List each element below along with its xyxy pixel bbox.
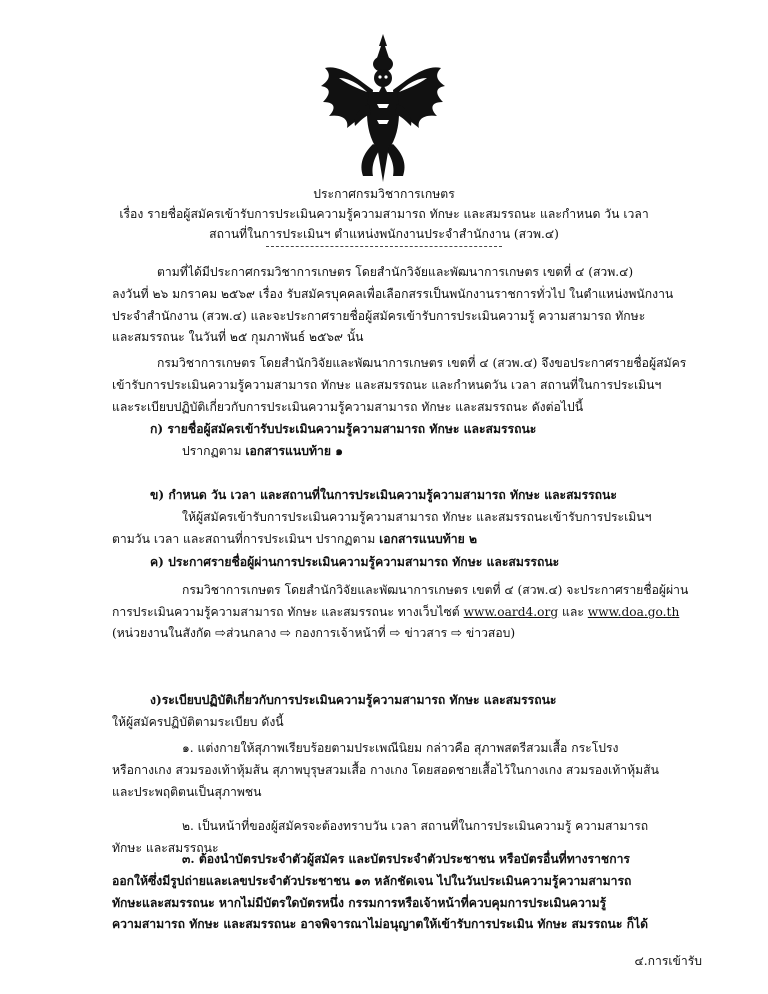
rule-line: และประพฤติตนเป็นสุภาพชน bbox=[112, 784, 262, 799]
path-step: กองการเจ้าหน้าที่ bbox=[294, 626, 386, 641]
section-a-attachment-ref: เอกสารแนบท้าย ๑ bbox=[245, 443, 343, 458]
path-step: ส่วนกลาง bbox=[225, 626, 277, 641]
section-b-line: ให้ผู้สมัครเข้ารับการประเมินความรู้ความสามารถ ทักษะ และสมรรถนะเข้ารับการประเมินฯ bbox=[182, 509, 652, 524]
section-b-line: ตามวัน เวลา และสถานที่การประเมินฯ ปรากฏตาม bbox=[112, 531, 380, 546]
section-c-heading: ค) ประกาศรายชื่อผู้ผ่านการประเมินความรู้ความสามารถ ทักษะ และสมรรถนะ bbox=[150, 555, 560, 569]
announcement-subject: เรื่อง รายชื่อผู้สมัครเข้ารับการประเมินความรู้ความสามารถ ทักษะ และสมรรถนะ และกำหนด วัน เวลา bbox=[119, 207, 649, 221]
rule-line: หรือกางเกง สวมรองเท้าหุ้มส้น สุภาพบุรุษสวมเสื้อ กางเกง โดยสอดชายเสื้อไว้ในกางเกง สวมรองเท้าหุ้มส้น bbox=[112, 762, 659, 777]
and-text: และ bbox=[558, 604, 588, 619]
announcement-line: และระเบียบปฏิบัติเกี่ยวกับการประเมินความรู้ความสามารถ ทักษะ และสมรรถนะ ดังต่อไปนี้ bbox=[112, 399, 584, 414]
intro-line: ลงวันที่ ๒๖ มกราคม ๒๕๖๙ เรื่อง รับสมัครบุคคลเพื่อเลือกสรรเป็นพนักงานราชการทั่วไป ในตำแหน่งพนักงาน bbox=[112, 286, 674, 301]
rule-line: ความสามารถ ทักษะ และสมรรถนะ อาจพิจารณาไม่อนุญาตให้เข้ารับการประเมิน ทักษะ สมรรถนะ ก็ได้ bbox=[112, 917, 649, 932]
arrow-right-icon: ⇨ bbox=[389, 626, 401, 642]
path-step: ข่าวสาร bbox=[404, 626, 448, 641]
section-c-line: กรมวิชาการเกษตร โดยสำนักวิจัยและพัฒนาการเกษตร เขตที่ ๔ (สวพ.๔) จะประกาศรายชื่อผู้ผ่าน bbox=[182, 582, 689, 597]
section-a bbox=[112, 419, 664, 463]
section-b-attachment-ref: เอกสารแนบท้าย ๒ bbox=[379, 531, 478, 546]
navigation-path bbox=[112, 623, 664, 645]
section-c-line: การประเมินความรู้ความสามารถ ทักษะ และสมรรถนะ ทางเว็บไซต์ bbox=[112, 604, 464, 619]
announcement-subject-cont: สถานที่ในการประเมินฯ ตำแหน่งพนักงานประจำสำนักงาน (สวพ.๔) bbox=[209, 227, 559, 241]
path-step: ข่าวสอบ) bbox=[465, 626, 516, 641]
rule-line: ๑. แต่งกายให้สุภาพเรียบร้อยตามประเพณีนิยม กล่าวคือ สุภาพสตรีสวมเสื้อ กระโปรง bbox=[182, 741, 619, 755]
section-d bbox=[112, 690, 664, 734]
announcement-line: เข้ารับการประเมินความรู้ความสามารถ ทักษะ และสมรรถนะ และกำหนดวัน เวลา สถานที่ในการประเมินฯ bbox=[112, 377, 662, 392]
path-step: (หน่วยงานในสังกัด bbox=[112, 626, 212, 641]
rule-line: ๓. ต้องนำบัตรประจำตัวผู้สมัคร และบัตรประจำตัวประชาชน หรือบัตรอื่นที่ทางราชการ bbox=[182, 852, 630, 866]
rule-line: ทักษะและสมรรถนะ หากไม่มีบัตรใดบัตรหนึ่ง กรรมการหรือเจ้าหน้าที่ควบคุมการประเมินความรู้ bbox=[112, 895, 607, 910]
title-divider bbox=[266, 246, 502, 247]
section-d-heading: ง)ระเบียบปฏิบัติเกี่ยวกับการประเมินความรู้ความสามารถ ทักษะ และสมรรถนะ bbox=[150, 693, 557, 707]
section-b-heading: ข) กำหนด วัน เวลา และสถานที่ในการประเมินความรู้ความสามารถ ทักษะ และสมรรถนะ bbox=[150, 488, 617, 502]
section-c bbox=[112, 552, 689, 645]
garuda-emblem-icon bbox=[319, 34, 447, 182]
intro-line: ประจำสำนักงาน (สวพ.๔) และจะประกาศรายชื่อผู้สมัครเข้ารับการประเมินความรู้ ความสามารถ ทักษะ bbox=[112, 308, 646, 323]
intro-line: และสมรรถนะ ในวันที่ ๒๕ กุมภาพันธ์ ๒๕๖๙ นั้น bbox=[112, 330, 364, 345]
section-a-text: ปรากฏตาม bbox=[182, 443, 246, 458]
oard4-link[interactable]: www.oard4.org bbox=[463, 604, 559, 619]
announcement-title: ประกาศกรมวิชาการเกษตร bbox=[313, 187, 455, 201]
arrow-right-icon: ⇨ bbox=[280, 626, 292, 642]
arrow-right-icon: ⇨ bbox=[451, 626, 463, 642]
section-a-heading: ก) รายชื่อผู้สมัครเข้ารับประเมินความรู้ความสามารถ ทักษะ และสมรรถนะ bbox=[150, 422, 537, 436]
section-d-intro: ให้ผู้สมัครปฏิบัติตามระเบียบ ดังนี้ bbox=[112, 714, 284, 729]
announcement-line: กรมวิชาการเกษตร โดยสำนักวิจัยและพัฒนาการเกษตร เขตที่ ๔ (สวพ.๔) จึงขอประกาศรายชื่อผู้สมัคร bbox=[157, 356, 687, 370]
section-b bbox=[112, 485, 664, 550]
intro-line: ตามที่ได้มีประกาศกรมวิชาการเกษตร โดยสำนักวิจัยและพัฒนาการเกษตร เขตที่ ๔ (สวพ.๔) bbox=[157, 265, 634, 279]
rule-item-3 bbox=[112, 849, 664, 936]
intro-paragraph bbox=[112, 262, 674, 349]
rule-line: ออกให้ซึ่งมีรูปถ่ายและเลขประจำตัวประชาชน ๑๓ หลักชัดเจน ไปในวันประเมินความรู้ความสามารถ bbox=[112, 873, 632, 888]
announcement-paragraph bbox=[112, 353, 687, 418]
page-continuation: ๔.การเข้ารับ bbox=[634, 954, 702, 968]
doa-link[interactable]: www.doa.go.th bbox=[587, 604, 680, 619]
rule-line: ทักษะ และสมรรถนะ bbox=[112, 840, 219, 855]
rule-line: ๒. เป็นหน้าที่ของผู้สมัครจะต้องทราบวัน เวลา สถานที่ในการประเมินความรู้ ความสามารถ bbox=[182, 819, 649, 833]
arrow-right-icon: ⇨ bbox=[215, 626, 226, 642]
rule-item-1 bbox=[112, 738, 664, 803]
